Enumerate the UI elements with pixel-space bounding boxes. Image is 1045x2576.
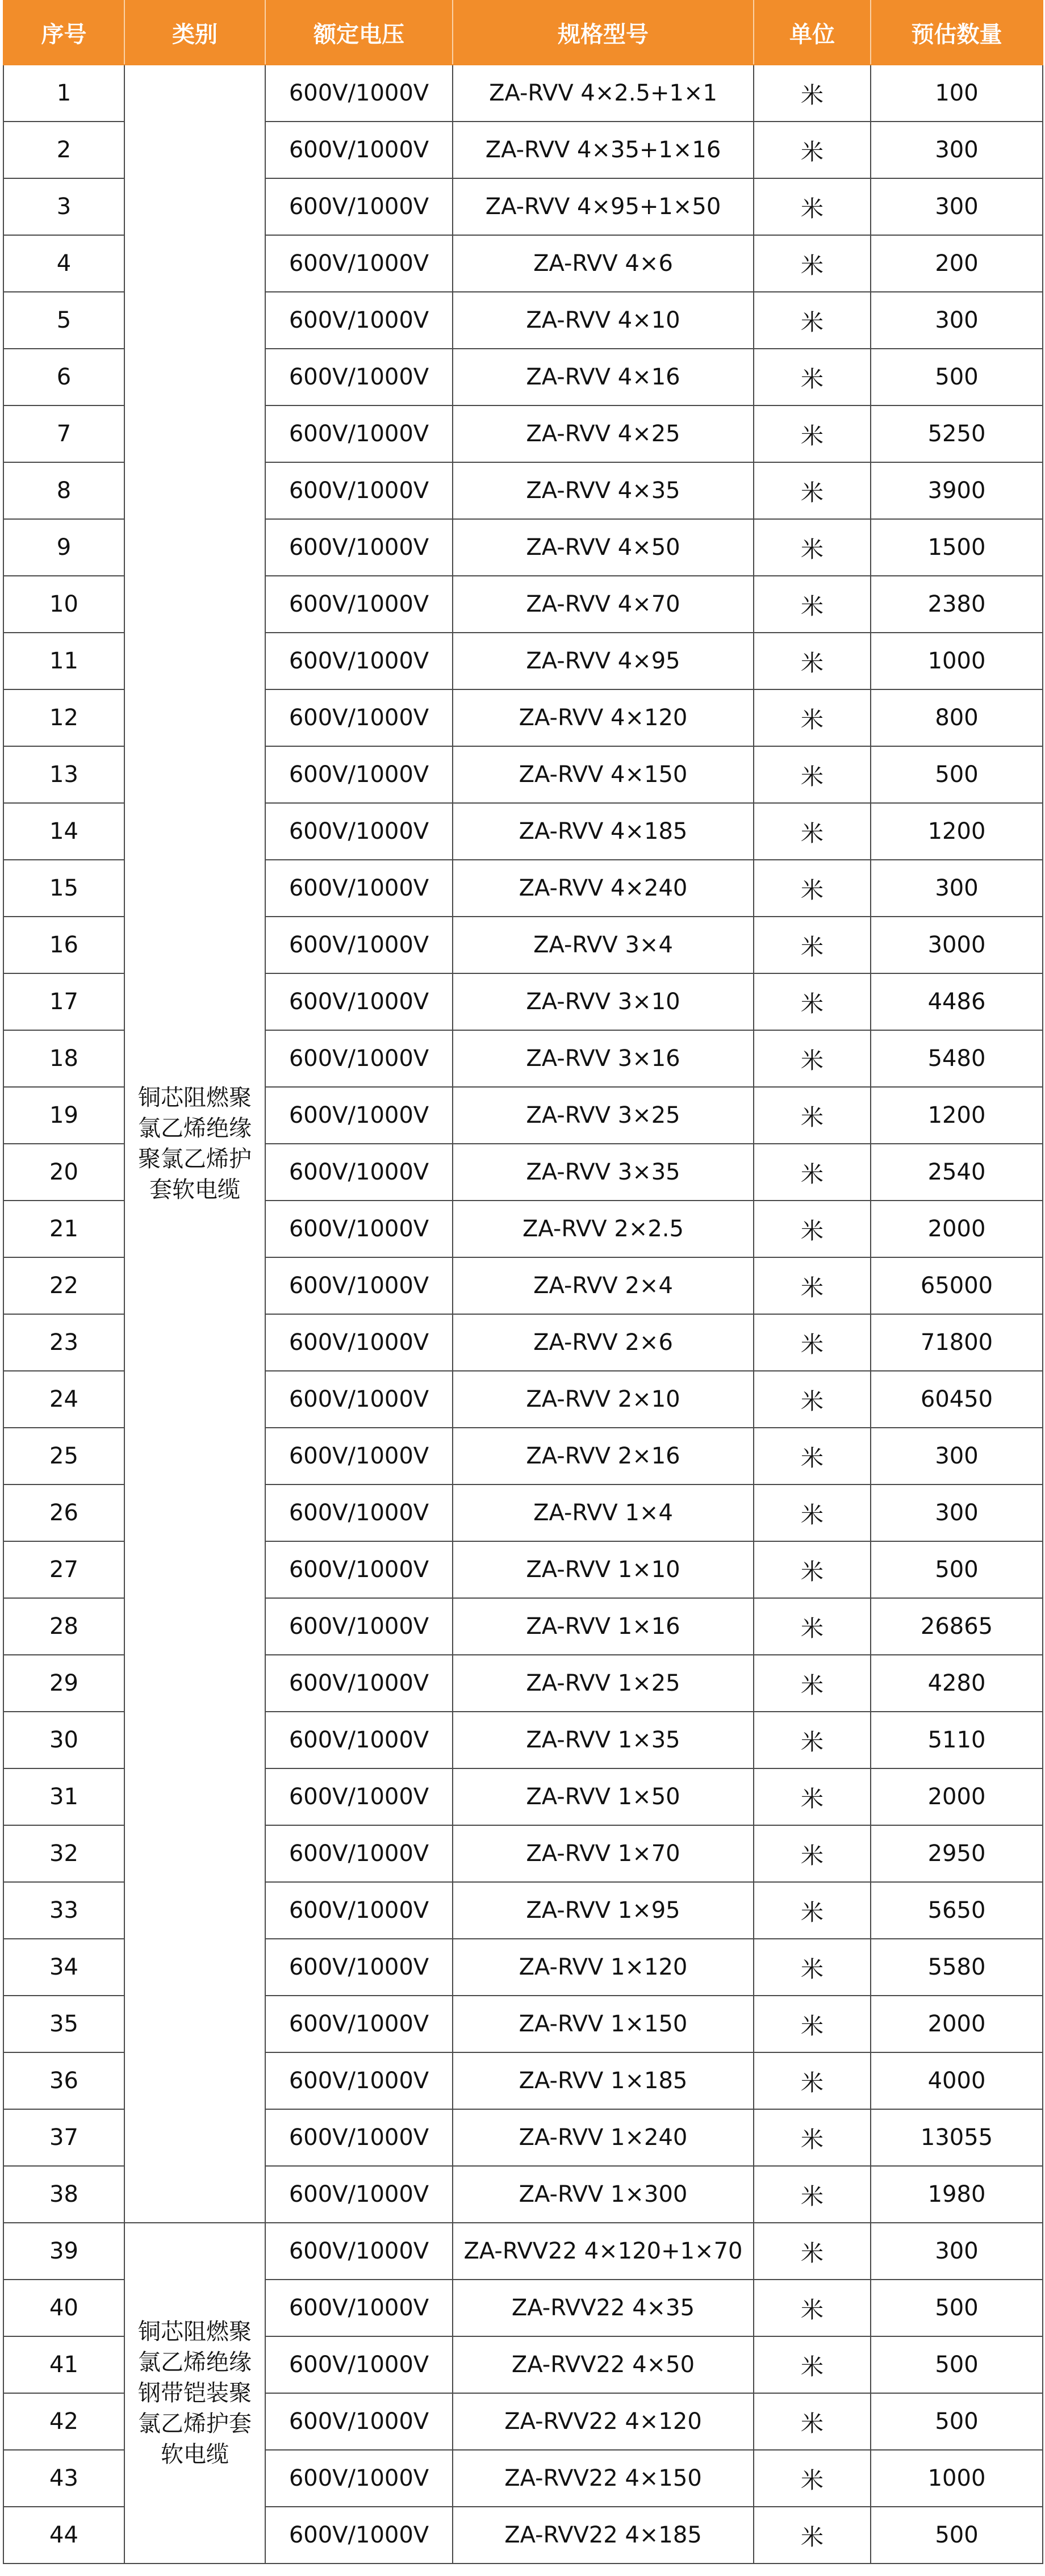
quantity-cell: 5650	[871, 1882, 1043, 1939]
table-header	[3, 1, 1043, 65]
model-spec-cell: ZA-RVV 1×16	[453, 1598, 754, 1655]
rated-voltage-cell: 600V/1000V	[265, 1598, 453, 1655]
serial-no-cell: 20	[3, 1144, 124, 1201]
quantity-cell: 2000	[871, 1996, 1043, 2052]
serial-no-cell: 27	[3, 1541, 124, 1598]
rated-voltage-cell: 600V/1000V	[265, 1768, 453, 1825]
model-spec-cell: ZA-RVV 2×4	[453, 1257, 754, 1314]
rated-voltage-cell: 600V/1000V	[265, 2052, 453, 2109]
rated-voltage-cell: 600V/1000V	[265, 1030, 453, 1087]
quantity-cell: 2950	[871, 1825, 1043, 1882]
unit-cell: 米	[754, 1428, 871, 1484]
unit-cell: 米	[754, 2507, 871, 2564]
unit-cell: 米	[754, 633, 871, 689]
rated-voltage-cell: 600V/1000V	[265, 235, 453, 292]
model-spec-cell: ZA-RVV 4×2.5+1×1	[453, 65, 754, 122]
rated-voltage-cell: 600V/1000V	[265, 1882, 453, 1939]
unit-cell: 米	[754, 349, 871, 405]
table-row	[3, 2223, 1043, 2280]
quantity-cell: 4486	[871, 973, 1043, 1030]
model-spec-cell: ZA-RVV 4×95	[453, 633, 754, 689]
unit-cell: 米	[754, 1768, 871, 1825]
unit-cell: 米	[754, 519, 871, 576]
serial-no-cell: 42	[3, 2393, 124, 2450]
serial-no-cell: 32	[3, 1825, 124, 1882]
serial-no-cell: 5	[3, 292, 124, 349]
quantity-cell: 5580	[871, 1939, 1043, 1996]
rated-voltage-cell: 600V/1000V	[265, 803, 453, 860]
table-body	[3, 65, 1043, 2564]
category-text-line: 氯乙烯护套	[138, 2411, 252, 2437]
model-spec-cell: ZA-RVV 3×25	[453, 1087, 754, 1144]
quantity-cell: 300	[871, 292, 1043, 349]
category-text-line: 软电缆	[161, 2441, 229, 2468]
model-spec-cell: ZA-RVV 3×10	[453, 973, 754, 1030]
rated-voltage-cell: 600V/1000V	[265, 689, 453, 746]
quantity-cell: 500	[871, 2280, 1043, 2336]
rated-voltage-cell: 600V/1000V	[265, 1314, 453, 1371]
serial-no-cell: 35	[3, 1996, 124, 2052]
unit-cell: 米	[754, 405, 871, 462]
quantity-cell: 4000	[871, 2052, 1043, 2109]
model-spec-cell: ZA-RVV 4×6	[453, 235, 754, 292]
serial-no-cell: 30	[3, 1712, 124, 1768]
rated-voltage-cell: 600V/1000V	[265, 405, 453, 462]
serial-no-cell: 13	[3, 746, 124, 803]
unit-cell: 米	[754, 803, 871, 860]
serial-no-cell: 33	[3, 1882, 124, 1939]
rated-voltage-cell: 600V/1000V	[265, 65, 453, 122]
category-text-line: 套软电缆	[149, 1177, 240, 1203]
serial-no-cell: 17	[3, 973, 124, 1030]
model-spec-cell: ZA-RVV 4×240	[453, 860, 754, 917]
unit-cell: 米	[754, 65, 871, 122]
rated-voltage-cell: 600V/1000V	[265, 1825, 453, 1882]
unit-cell: 米	[754, 1825, 871, 1882]
serial-no-cell: 22	[3, 1257, 124, 1314]
category-text-line: 聚氯乙烯护	[138, 1146, 252, 1172]
model-spec-cell: ZA-RVV 1×35	[453, 1712, 754, 1768]
quantity-cell: 60450	[871, 1371, 1043, 1428]
header-model-spec: 规格型号	[453, 1, 754, 65]
unit-cell: 米	[754, 1882, 871, 1939]
quantity-cell: 1500	[871, 519, 1043, 576]
serial-no-cell: 34	[3, 1939, 124, 1996]
quantity-cell: 800	[871, 689, 1043, 746]
model-spec-cell: ZA-RVV 1×95	[453, 1882, 754, 1939]
serial-no-cell: 10	[3, 576, 124, 633]
quantity-cell: 300	[871, 1428, 1043, 1484]
rated-voltage-cell: 600V/1000V	[265, 122, 453, 178]
model-spec-cell: ZA-RVV 2×6	[453, 1314, 754, 1371]
cable-quotation-table	[3, 0, 1043, 2564]
quantity-cell: 5250	[871, 405, 1043, 462]
unit-cell: 米	[754, 1371, 871, 1428]
quantity-cell: 300	[871, 178, 1043, 235]
rated-voltage-cell: 600V/1000V	[265, 2336, 453, 2393]
rated-voltage-cell: 600V/1000V	[265, 2223, 453, 2280]
model-spec-cell: ZA-RVV 2×16	[453, 1428, 754, 1484]
quantity-cell: 4280	[871, 1655, 1043, 1712]
rated-voltage-cell: 600V/1000V	[265, 1939, 453, 1996]
category-text-line: 铜芯阻燃聚	[138, 2319, 252, 2345]
serial-no-cell: 16	[3, 917, 124, 973]
serial-no-cell: 31	[3, 1768, 124, 1825]
quantity-cell: 500	[871, 2336, 1043, 2393]
serial-no-cell: 4	[3, 235, 124, 292]
unit-cell: 米	[754, 917, 871, 973]
quantity-cell: 1980	[871, 2166, 1043, 2223]
model-spec-cell: ZA-RVV 3×35	[453, 1144, 754, 1201]
unit-cell: 米	[754, 576, 871, 633]
rated-voltage-cell: 600V/1000V	[265, 1428, 453, 1484]
quantity-cell: 2540	[871, 1144, 1043, 1201]
quantity-cell: 500	[871, 1541, 1043, 1598]
quantity-cell: 300	[871, 860, 1043, 917]
unit-cell: 米	[754, 1484, 871, 1541]
quantity-cell: 2380	[871, 576, 1043, 633]
unit-cell: 米	[754, 746, 871, 803]
category-text-line: 氯乙烯绝缘	[138, 2349, 252, 2376]
serial-no-cell: 7	[3, 405, 124, 462]
unit-cell: 米	[754, 2393, 871, 2450]
quantity-cell: 200	[871, 235, 1043, 292]
model-spec-cell: ZA-RVV 1×25	[453, 1655, 754, 1712]
quantity-cell: 300	[871, 122, 1043, 178]
rated-voltage-cell: 600V/1000V	[265, 860, 453, 917]
serial-no-cell: 21	[3, 1201, 124, 1257]
quantity-cell: 71800	[871, 1314, 1043, 1371]
quantity-cell: 26865	[871, 1598, 1043, 1655]
serial-no-cell: 18	[3, 1030, 124, 1087]
quantity-cell: 5480	[871, 1030, 1043, 1087]
quantity-cell: 1000	[871, 2450, 1043, 2507]
category-text-line: 铜芯阻燃聚	[138, 1085, 252, 1111]
unit-cell: 米	[754, 235, 871, 292]
serial-no-cell: 29	[3, 1655, 124, 1712]
unit-cell: 米	[754, 973, 871, 1030]
unit-cell: 米	[754, 689, 871, 746]
model-spec-cell: ZA-RVV 4×10	[453, 292, 754, 349]
unit-cell: 米	[754, 860, 871, 917]
serial-no-cell: 9	[3, 519, 124, 576]
serial-no-cell: 19	[3, 1087, 124, 1144]
model-spec-cell: ZA-RVV 1×120	[453, 1939, 754, 1996]
category-text-line: 钢带铠装聚	[138, 2380, 252, 2406]
quantity-cell: 300	[871, 1484, 1043, 1541]
model-spec-cell: ZA-RVV 2×10	[453, 1371, 754, 1428]
unit-cell: 米	[754, 1655, 871, 1712]
model-spec-cell: ZA-RVV 1×4	[453, 1484, 754, 1541]
model-spec-cell: ZA-RVV 1×300	[453, 2166, 754, 2223]
quantity-cell: 5110	[871, 1712, 1043, 1768]
quantity-cell: 2000	[871, 1768, 1043, 1825]
unit-cell: 米	[754, 2166, 871, 2223]
model-spec-cell: ZA-RVV 4×35+1×16	[453, 122, 754, 178]
model-spec-cell: ZA-RVV 4×35	[453, 462, 754, 519]
unit-cell: 米	[754, 178, 871, 235]
serial-no-cell: 43	[3, 2450, 124, 2507]
rated-voltage-cell: 600V/1000V	[265, 519, 453, 576]
header-unit: 单位	[754, 1, 871, 65]
rated-voltage-cell: 600V/1000V	[265, 1712, 453, 1768]
rated-voltage-cell: 600V/1000V	[265, 1371, 453, 1428]
rated-voltage-cell: 600V/1000V	[265, 349, 453, 405]
serial-no-cell: 36	[3, 2052, 124, 2109]
unit-cell: 米	[754, 462, 871, 519]
model-spec-cell: ZA-RVV 1×50	[453, 1768, 754, 1825]
quantity-cell: 65000	[871, 1257, 1043, 1314]
unit-cell: 米	[754, 1939, 871, 1996]
rated-voltage-cell: 600V/1000V	[265, 746, 453, 803]
model-spec-cell: ZA-RVV 4×16	[453, 349, 754, 405]
header-serial-no: 序号	[3, 1, 124, 65]
unit-cell: 米	[754, 2450, 871, 2507]
unit-cell: 米	[754, 1257, 871, 1314]
unit-cell: 米	[754, 292, 871, 349]
rated-voltage-cell: 600V/1000V	[265, 2166, 453, 2223]
serial-no-cell: 28	[3, 1598, 124, 1655]
rated-voltage-cell: 600V/1000V	[265, 576, 453, 633]
serial-no-cell: 40	[3, 2280, 124, 2336]
quantity-cell: 3900	[871, 462, 1043, 519]
header-estimated-quantity: 预估数量	[871, 1, 1043, 65]
model-spec-cell: ZA-RVV 1×70	[453, 1825, 754, 1882]
model-spec-cell: ZA-RVV 1×150	[453, 1996, 754, 2052]
unit-cell: 米	[754, 1712, 871, 1768]
quantity-cell: 100	[871, 65, 1043, 122]
quantity-cell: 500	[871, 2393, 1043, 2450]
rated-voltage-cell: 600V/1000V	[265, 178, 453, 235]
unit-cell: 米	[754, 1201, 871, 1257]
rated-voltage-cell: 600V/1000V	[265, 1541, 453, 1598]
rated-voltage-cell: 600V/1000V	[265, 917, 453, 973]
model-spec-cell: ZA-RVV22 4×120	[453, 2393, 754, 2450]
rated-voltage-cell: 600V/1000V	[265, 2393, 453, 2450]
serial-no-cell: 26	[3, 1484, 124, 1541]
model-spec-cell: ZA-RVV22 4×185	[453, 2507, 754, 2564]
unit-cell: 米	[754, 2223, 871, 2280]
quantity-cell: 300	[871, 2223, 1043, 2280]
unit-cell: 米	[754, 1314, 871, 1371]
model-spec-cell: ZA-RVV 4×70	[453, 576, 754, 633]
quantity-cell: 500	[871, 2507, 1043, 2564]
rated-voltage-cell: 600V/1000V	[265, 973, 453, 1030]
unit-cell: 米	[754, 1541, 871, 1598]
unit-cell: 米	[754, 122, 871, 178]
unit-cell: 米	[754, 2109, 871, 2166]
quantity-cell: 1200	[871, 803, 1043, 860]
unit-cell: 米	[754, 2280, 871, 2336]
model-spec-cell: ZA-RVV 4×25	[453, 405, 754, 462]
model-spec-cell: ZA-RVV22 4×120+1×70	[453, 2223, 754, 2280]
model-spec-cell: ZA-RVV 4×50	[453, 519, 754, 576]
rated-voltage-cell: 600V/1000V	[265, 2109, 453, 2166]
model-spec-cell: ZA-RVV 3×16	[453, 1030, 754, 1087]
rated-voltage-cell: 600V/1000V	[265, 462, 453, 519]
model-spec-cell: ZA-RVV 4×185	[453, 803, 754, 860]
rated-voltage-cell: 600V/1000V	[265, 2450, 453, 2507]
serial-no-cell: 44	[3, 2507, 124, 2564]
category-cell	[124, 2223, 265, 2564]
category-cell	[124, 65, 265, 2223]
table-row	[3, 65, 1043, 122]
model-spec-cell: ZA-RVV 1×10	[453, 1541, 754, 1598]
quantity-cell: 1000	[871, 633, 1043, 689]
category-text-line: 氯乙烯绝缘	[138, 1115, 252, 1141]
serial-no-cell: 25	[3, 1428, 124, 1484]
quantity-cell: 2000	[871, 1201, 1043, 1257]
serial-no-cell: 1	[3, 65, 124, 122]
quantity-cell: 1200	[871, 1087, 1043, 1144]
serial-no-cell: 11	[3, 633, 124, 689]
rated-voltage-cell: 600V/1000V	[265, 1484, 453, 1541]
serial-no-cell: 23	[3, 1314, 124, 1371]
unit-cell: 米	[754, 1144, 871, 1201]
model-spec-cell: ZA-RVV 1×185	[453, 2052, 754, 2109]
model-spec-cell: ZA-RVV 4×120	[453, 689, 754, 746]
rated-voltage-cell: 600V/1000V	[265, 1655, 453, 1712]
model-spec-cell: ZA-RVV 4×150	[453, 746, 754, 803]
rated-voltage-cell: 600V/1000V	[265, 2280, 453, 2336]
serial-no-cell: 14	[3, 803, 124, 860]
serial-no-cell: 15	[3, 860, 124, 917]
rated-voltage-cell: 600V/1000V	[265, 2507, 453, 2564]
model-spec-cell: ZA-RVV 1×240	[453, 2109, 754, 2166]
serial-no-cell: 12	[3, 689, 124, 746]
rated-voltage-cell: 600V/1000V	[265, 633, 453, 689]
serial-no-cell: 39	[3, 2223, 124, 2280]
serial-no-cell: 24	[3, 1371, 124, 1428]
rated-voltage-cell: 600V/1000V	[265, 1201, 453, 1257]
serial-no-cell: 8	[3, 462, 124, 519]
header-rated-voltage: 额定电压	[265, 1, 453, 65]
model-spec-cell: ZA-RVV22 4×35	[453, 2280, 754, 2336]
serial-no-cell: 41	[3, 2336, 124, 2393]
rated-voltage-cell: 600V/1000V	[265, 1257, 453, 1314]
quantity-cell: 3000	[871, 917, 1043, 973]
model-spec-cell: ZA-RVV22 4×50	[453, 2336, 754, 2393]
unit-cell: 米	[754, 1996, 871, 2052]
rated-voltage-cell: 600V/1000V	[265, 1996, 453, 2052]
unit-cell: 米	[754, 1598, 871, 1655]
unit-cell: 米	[754, 1030, 871, 1087]
serial-no-cell: 2	[3, 122, 124, 178]
model-spec-cell: ZA-RVV 4×95+1×50	[453, 178, 754, 235]
quantity-cell: 500	[871, 349, 1043, 405]
header-category: 类别	[124, 1, 265, 65]
serial-no-cell: 6	[3, 349, 124, 405]
unit-cell: 米	[754, 2052, 871, 2109]
serial-no-cell: 37	[3, 2109, 124, 2166]
unit-cell: 米	[754, 1087, 871, 1144]
serial-no-cell: 3	[3, 178, 124, 235]
serial-no-cell: 38	[3, 2166, 124, 2223]
rated-voltage-cell: 600V/1000V	[265, 1144, 453, 1201]
rated-voltage-cell: 600V/1000V	[265, 1087, 453, 1144]
unit-cell: 米	[754, 2336, 871, 2393]
model-spec-cell: ZA-RVV 3×4	[453, 917, 754, 973]
model-spec-cell: ZA-RVV22 4×150	[453, 2450, 754, 2507]
model-spec-cell: ZA-RVV 2×2.5	[453, 1201, 754, 1257]
rated-voltage-cell: 600V/1000V	[265, 292, 453, 349]
quantity-cell: 500	[871, 746, 1043, 803]
header-row	[3, 1, 1043, 65]
quantity-cell: 13055	[871, 2109, 1043, 2166]
